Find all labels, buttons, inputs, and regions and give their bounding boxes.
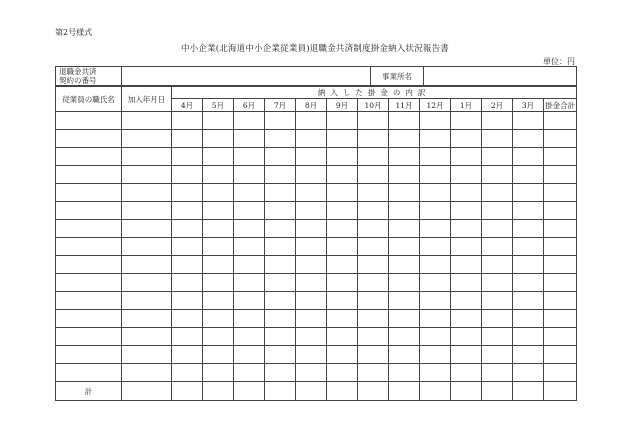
join-date-cell[interactable] — [122, 184, 172, 202]
table-row — [56, 274, 577, 292]
join-date-cell[interactable] — [122, 202, 172, 220]
month-amount-cell[interactable] — [513, 346, 544, 364]
month-amount-cell[interactable] — [451, 310, 482, 328]
month-amount-cell[interactable] — [482, 238, 513, 256]
month-amount-cell[interactable] — [265, 148, 296, 166]
month-amount-cell[interactable] — [482, 346, 513, 364]
month-amount-cell[interactable] — [389, 238, 420, 256]
month-amount-cell[interactable] — [296, 112, 327, 130]
month-amount-cell[interactable] — [513, 292, 544, 310]
month-amount-cell[interactable] — [265, 220, 296, 238]
month-amount-cell[interactable] — [482, 184, 513, 202]
month-amount-cell[interactable] — [203, 274, 234, 292]
month-amount-cell[interactable] — [203, 292, 234, 310]
table-row — [56, 310, 577, 328]
employee-name-cell[interactable] — [56, 184, 122, 202]
total-month-cell[interactable] — [482, 382, 513, 401]
row-total-cell[interactable] — [544, 220, 577, 238]
contract-number-label: 退職金共済 契約の番号 — [56, 67, 122, 86]
month-amount-cell[interactable] — [389, 256, 420, 274]
month-amount-cell[interactable] — [482, 274, 513, 292]
month-amount-cell[interactable] — [420, 238, 451, 256]
month-amount-cell[interactable] — [203, 166, 234, 184]
month-amount-cell[interactable] — [296, 202, 327, 220]
month-amount-cell[interactable] — [358, 328, 389, 346]
table-row — [56, 364, 577, 382]
month-amount-cell[interactable] — [234, 220, 265, 238]
row-total-cell[interactable] — [544, 166, 577, 184]
month-amount-cell[interactable] — [327, 256, 358, 274]
row-total-cell[interactable] — [544, 256, 577, 274]
month-amount-cell[interactable] — [389, 148, 420, 166]
month-amount-cell[interactable] — [358, 310, 389, 328]
total-join-cell[interactable] — [122, 382, 172, 401]
month-amount-cell[interactable] — [203, 238, 234, 256]
month-amount-cell[interactable] — [203, 130, 234, 148]
month-amount-cell[interactable] — [420, 256, 451, 274]
month-amount-cell[interactable] — [265, 184, 296, 202]
month-amount-cell[interactable] — [296, 148, 327, 166]
month-amount-cell[interactable] — [327, 346, 358, 364]
table-row — [56, 112, 577, 130]
month-amount-cell[interactable] — [358, 112, 389, 130]
header-month: 12月 — [420, 99, 451, 112]
month-amount-cell[interactable] — [420, 292, 451, 310]
month-amount-cell[interactable] — [451, 292, 482, 310]
header-employee-name: 従業員の職氏名 — [56, 87, 122, 112]
month-amount-cell[interactable] — [265, 166, 296, 184]
month-amount-cell[interactable] — [327, 274, 358, 292]
month-amount-cell[interactable] — [234, 166, 265, 184]
unit-label: 単位：円 — [543, 57, 575, 66]
month-amount-cell[interactable] — [296, 220, 327, 238]
month-amount-cell[interactable] — [420, 328, 451, 346]
month-amount-cell[interactable] — [265, 202, 296, 220]
month-amount-cell[interactable] — [234, 184, 265, 202]
row-total-cell[interactable] — [544, 346, 577, 364]
month-amount-cell[interactable] — [513, 166, 544, 184]
month-amount-cell[interactable] — [482, 130, 513, 148]
total-month-cell[interactable] — [234, 382, 265, 401]
month-amount-cell[interactable] — [513, 328, 544, 346]
month-amount-cell[interactable] — [358, 346, 389, 364]
month-amount-cell[interactable] — [389, 112, 420, 130]
table-row — [56, 130, 577, 148]
employee-name-cell[interactable] — [56, 148, 122, 166]
contract-info-table — [55, 66, 577, 86]
month-amount-cell[interactable] — [389, 364, 420, 382]
table-row — [56, 346, 577, 364]
join-date-cell[interactable] — [122, 292, 172, 310]
month-amount-cell[interactable] — [420, 166, 451, 184]
month-amount-cell[interactable] — [358, 256, 389, 274]
month-amount-cell[interactable] — [358, 364, 389, 382]
total-month-cell[interactable] — [420, 382, 451, 401]
row-total-cell[interactable] — [544, 130, 577, 148]
month-amount-cell[interactable] — [482, 328, 513, 346]
month-amount-cell[interactable] — [327, 238, 358, 256]
table-row — [56, 184, 577, 202]
month-amount-cell[interactable] — [296, 364, 327, 382]
month-amount-cell[interactable] — [451, 184, 482, 202]
month-amount-cell[interactable] — [296, 274, 327, 292]
total-month-cell[interactable] — [296, 382, 327, 401]
month-amount-cell[interactable] — [389, 346, 420, 364]
header-month: 6月 — [234, 99, 265, 112]
month-amount-cell[interactable] — [296, 328, 327, 346]
month-amount-cell[interactable] — [420, 364, 451, 382]
month-amount-cell[interactable] — [420, 310, 451, 328]
month-amount-cell[interactable] — [358, 220, 389, 238]
total-month-cell[interactable] — [358, 382, 389, 401]
month-amount-cell[interactable] — [389, 130, 420, 148]
month-amount-cell[interactable] — [451, 130, 482, 148]
month-amount-cell[interactable] — [358, 202, 389, 220]
row-total-cell[interactable] — [544, 274, 577, 292]
join-date-cell[interactable] — [122, 238, 172, 256]
month-amount-cell[interactable] — [358, 148, 389, 166]
month-amount-cell[interactable] — [358, 292, 389, 310]
month-amount-cell[interactable] — [172, 112, 203, 130]
month-amount-cell[interactable] — [420, 112, 451, 130]
month-amount-cell[interactable] — [203, 346, 234, 364]
month-amount-cell[interactable] — [234, 274, 265, 292]
month-amount-cell[interactable] — [389, 274, 420, 292]
table-row — [56, 148, 577, 166]
month-amount-cell[interactable] — [327, 220, 358, 238]
month-amount-cell[interactable] — [389, 184, 420, 202]
month-amount-cell[interactable] — [234, 148, 265, 166]
month-amount-cell[interactable] — [327, 148, 358, 166]
document-title: 中小企業(北海道中小企業従業員)退職金共済制度掛金納入状況報告書 — [180, 44, 450, 54]
month-amount-cell[interactable] — [358, 130, 389, 148]
month-amount-cell[interactable] — [234, 310, 265, 328]
employee-name-cell[interactable] — [56, 112, 122, 130]
table-row — [56, 292, 577, 310]
month-amount-cell[interactable] — [482, 364, 513, 382]
month-amount-cell[interactable] — [482, 148, 513, 166]
total-month-cell[interactable] — [203, 382, 234, 401]
total-month-cell[interactable] — [389, 382, 420, 401]
employee-name-cell[interactable] — [56, 130, 122, 148]
payment-table — [55, 86, 577, 401]
employee-name-cell[interactable] — [56, 310, 122, 328]
contract-number-field[interactable] — [122, 67, 371, 86]
row-total-cell[interactable] — [544, 328, 577, 346]
month-amount-cell[interactable] — [234, 238, 265, 256]
table-row — [56, 202, 577, 220]
header-month: 2月 — [482, 99, 513, 112]
month-amount-cell[interactable] — [482, 112, 513, 130]
join-date-cell[interactable] — [122, 166, 172, 184]
month-amount-cell[interactable] — [296, 166, 327, 184]
month-amount-cell[interactable] — [296, 310, 327, 328]
join-date-cell[interactable] — [122, 148, 172, 166]
month-amount-cell[interactable] — [451, 328, 482, 346]
month-amount-cell[interactable] — [389, 202, 420, 220]
month-amount-cell[interactable] — [327, 112, 358, 130]
month-amount-cell[interactable] — [172, 166, 203, 184]
month-amount-cell[interactable] — [513, 184, 544, 202]
month-amount-cell[interactable] — [482, 292, 513, 310]
month-amount-cell[interactable] — [513, 256, 544, 274]
join-date-cell[interactable] — [122, 256, 172, 274]
month-amount-cell[interactable] — [327, 328, 358, 346]
month-amount-cell[interactable] — [389, 220, 420, 238]
row-total-cell[interactable] — [544, 184, 577, 202]
table-row — [56, 328, 577, 346]
month-amount-cell[interactable] — [451, 166, 482, 184]
employee-name-cell[interactable] — [56, 274, 122, 292]
header-month: 1月 — [451, 99, 482, 112]
month-amount-cell[interactable] — [265, 310, 296, 328]
month-amount-cell[interactable] — [203, 202, 234, 220]
month-amount-cell[interactable] — [265, 130, 296, 148]
month-amount-cell[interactable] — [265, 346, 296, 364]
total-label: 計 — [56, 382, 122, 401]
row-total-cell[interactable] — [544, 310, 577, 328]
month-amount-cell[interactable] — [358, 238, 389, 256]
month-amount-cell[interactable] — [234, 130, 265, 148]
month-amount-cell[interactable] — [265, 328, 296, 346]
header-month: 5月 — [203, 99, 234, 112]
header-month: 10月 — [358, 99, 389, 112]
month-amount-cell[interactable] — [327, 292, 358, 310]
month-amount-cell[interactable] — [420, 148, 451, 166]
month-amount-cell[interactable] — [451, 346, 482, 364]
month-amount-cell[interactable] — [389, 328, 420, 346]
month-amount-cell[interactable] — [172, 130, 203, 148]
row-total-cell[interactable] — [544, 364, 577, 382]
row-total-cell[interactable] — [544, 238, 577, 256]
month-amount-cell[interactable] — [172, 310, 203, 328]
month-amount-cell[interactable] — [482, 166, 513, 184]
month-amount-cell[interactable] — [451, 220, 482, 238]
employee-name-cell[interactable] — [56, 292, 122, 310]
row-total-cell[interactable] — [544, 112, 577, 130]
month-amount-cell[interactable] — [172, 274, 203, 292]
header-month: 11月 — [389, 99, 420, 112]
employee-name-cell[interactable] — [56, 220, 122, 238]
employee-name-cell[interactable] — [56, 328, 122, 346]
month-amount-cell[interactable] — [234, 328, 265, 346]
month-amount-cell[interactable] — [451, 364, 482, 382]
month-amount-cell[interactable] — [482, 256, 513, 274]
month-amount-cell[interactable] — [420, 130, 451, 148]
month-amount-cell[interactable] — [358, 184, 389, 202]
total-month-cell[interactable] — [451, 382, 482, 401]
month-amount-cell[interactable] — [172, 328, 203, 346]
header-month: 4月 — [172, 99, 203, 112]
grand-total-cell[interactable] — [544, 382, 577, 401]
table-row — [56, 220, 577, 238]
month-amount-cell[interactable] — [234, 364, 265, 382]
header-month: 3月 — [513, 99, 544, 112]
month-amount-cell[interactable] — [265, 292, 296, 310]
employee-name-cell[interactable] — [56, 256, 122, 274]
month-amount-cell[interactable] — [265, 238, 296, 256]
month-amount-cell[interactable] — [358, 274, 389, 292]
employee-name-cell[interactable] — [56, 202, 122, 220]
header-month: 8月 — [296, 99, 327, 112]
month-amount-cell[interactable] — [265, 274, 296, 292]
month-amount-cell[interactable] — [327, 166, 358, 184]
month-amount-cell[interactable] — [513, 202, 544, 220]
join-date-cell[interactable] — [122, 346, 172, 364]
table-row — [56, 238, 577, 256]
month-amount-cell[interactable] — [296, 256, 327, 274]
month-amount-cell[interactable] — [513, 112, 544, 130]
month-amount-cell[interactable] — [172, 148, 203, 166]
month-amount-cell[interactable] — [513, 310, 544, 328]
month-amount-cell[interactable] — [513, 364, 544, 382]
join-date-cell[interactable] — [122, 274, 172, 292]
month-amount-cell[interactable] — [451, 148, 482, 166]
header-month: 7月 — [265, 99, 296, 112]
join-date-cell[interactable] — [122, 112, 172, 130]
month-amount-cell[interactable] — [234, 292, 265, 310]
form-number: 第2号様式 — [55, 28, 93, 37]
month-amount-cell[interactable] — [482, 220, 513, 238]
header-join-date: 加入年月日 — [122, 87, 172, 112]
month-amount-cell[interactable] — [420, 346, 451, 364]
month-amount-cell[interactable] — [265, 112, 296, 130]
month-amount-cell[interactable] — [327, 184, 358, 202]
office-name-field[interactable] — [424, 67, 577, 86]
month-amount-cell[interactable] — [203, 256, 234, 274]
month-amount-cell[interactable] — [482, 310, 513, 328]
month-amount-cell[interactable] — [234, 202, 265, 220]
month-amount-cell[interactable] — [172, 346, 203, 364]
month-amount-cell[interactable] — [451, 274, 482, 292]
month-amount-cell[interactable] — [358, 166, 389, 184]
month-amount-cell[interactable] — [172, 220, 203, 238]
month-amount-cell[interactable] — [265, 364, 296, 382]
month-amount-cell[interactable] — [172, 184, 203, 202]
month-amount-cell[interactable] — [172, 202, 203, 220]
header-month: 9月 — [327, 99, 358, 112]
total-month-cell[interactable] — [327, 382, 358, 401]
month-amount-cell[interactable] — [203, 364, 234, 382]
employee-name-cell[interactable] — [56, 238, 122, 256]
month-amount-cell[interactable] — [513, 274, 544, 292]
month-amount-cell[interactable] — [327, 310, 358, 328]
table-row — [56, 256, 577, 274]
month-amount-cell[interactable] — [451, 256, 482, 274]
month-amount-cell[interactable] — [420, 220, 451, 238]
row-total-cell[interactable] — [544, 148, 577, 166]
row-total-cell[interactable] — [544, 292, 577, 310]
month-amount-cell[interactable] — [389, 292, 420, 310]
header-total: 掛金合計 — [545, 100, 576, 110]
month-amount-cell[interactable] — [420, 274, 451, 292]
month-amount-cell[interactable] — [451, 202, 482, 220]
month-amount-cell[interactable] — [513, 148, 544, 166]
join-date-cell[interactable] — [122, 130, 172, 148]
total-month-cell[interactable] — [172, 382, 203, 401]
month-amount-cell[interactable] — [296, 184, 327, 202]
month-amount-cell[interactable] — [172, 256, 203, 274]
month-amount-cell[interactable] — [203, 310, 234, 328]
month-amount-cell[interactable] — [296, 238, 327, 256]
join-date-cell[interactable] — [122, 310, 172, 328]
join-date-cell[interactable] — [122, 364, 172, 382]
join-date-cell[interactable] — [122, 328, 172, 346]
month-amount-cell[interactable] — [389, 166, 420, 184]
month-amount-cell[interactable] — [327, 130, 358, 148]
month-amount-cell[interactable] — [203, 328, 234, 346]
month-amount-cell[interactable] — [420, 184, 451, 202]
employee-name-cell[interactable] — [56, 166, 122, 184]
month-amount-cell[interactable] — [265, 256, 296, 274]
month-amount-cell[interactable] — [420, 202, 451, 220]
month-amount-cell[interactable] — [234, 256, 265, 274]
row-total-cell[interactable] — [544, 202, 577, 220]
month-amount-cell[interactable] — [296, 346, 327, 364]
month-amount-cell[interactable] — [172, 292, 203, 310]
month-amount-cell[interactable] — [513, 220, 544, 238]
month-amount-cell[interactable] — [513, 130, 544, 148]
table-row — [56, 166, 577, 184]
month-amount-cell[interactable] — [296, 130, 327, 148]
total-row — [56, 382, 577, 401]
month-amount-cell[interactable] — [482, 202, 513, 220]
month-amount-cell[interactable] — [203, 220, 234, 238]
month-amount-cell[interactable] — [327, 364, 358, 382]
month-amount-cell[interactable] — [172, 364, 203, 382]
employee-name-cell[interactable] — [56, 346, 122, 364]
month-amount-cell[interactable] — [296, 292, 327, 310]
month-amount-cell[interactable] — [234, 112, 265, 130]
employee-name-cell[interactable] — [56, 364, 122, 382]
month-amount-cell[interactable] — [389, 310, 420, 328]
join-date-cell[interactable] — [122, 220, 172, 238]
month-amount-cell[interactable] — [172, 238, 203, 256]
month-amount-cell[interactable] — [327, 202, 358, 220]
month-amount-cell[interactable] — [234, 346, 265, 364]
month-amount-cell[interactable] — [203, 148, 234, 166]
month-amount-cell[interactable] — [203, 112, 234, 130]
office-name-label: 事業所名 — [371, 67, 424, 86]
month-amount-cell[interactable] — [451, 238, 482, 256]
total-month-cell[interactable] — [513, 382, 544, 401]
month-amount-cell[interactable] — [513, 238, 544, 256]
month-amount-cell[interactable] — [203, 184, 234, 202]
header-breakdown: 納入した掛金の内訳 — [172, 87, 577, 99]
total-month-cell[interactable] — [265, 382, 296, 401]
month-amount-cell[interactable] — [451, 112, 482, 130]
